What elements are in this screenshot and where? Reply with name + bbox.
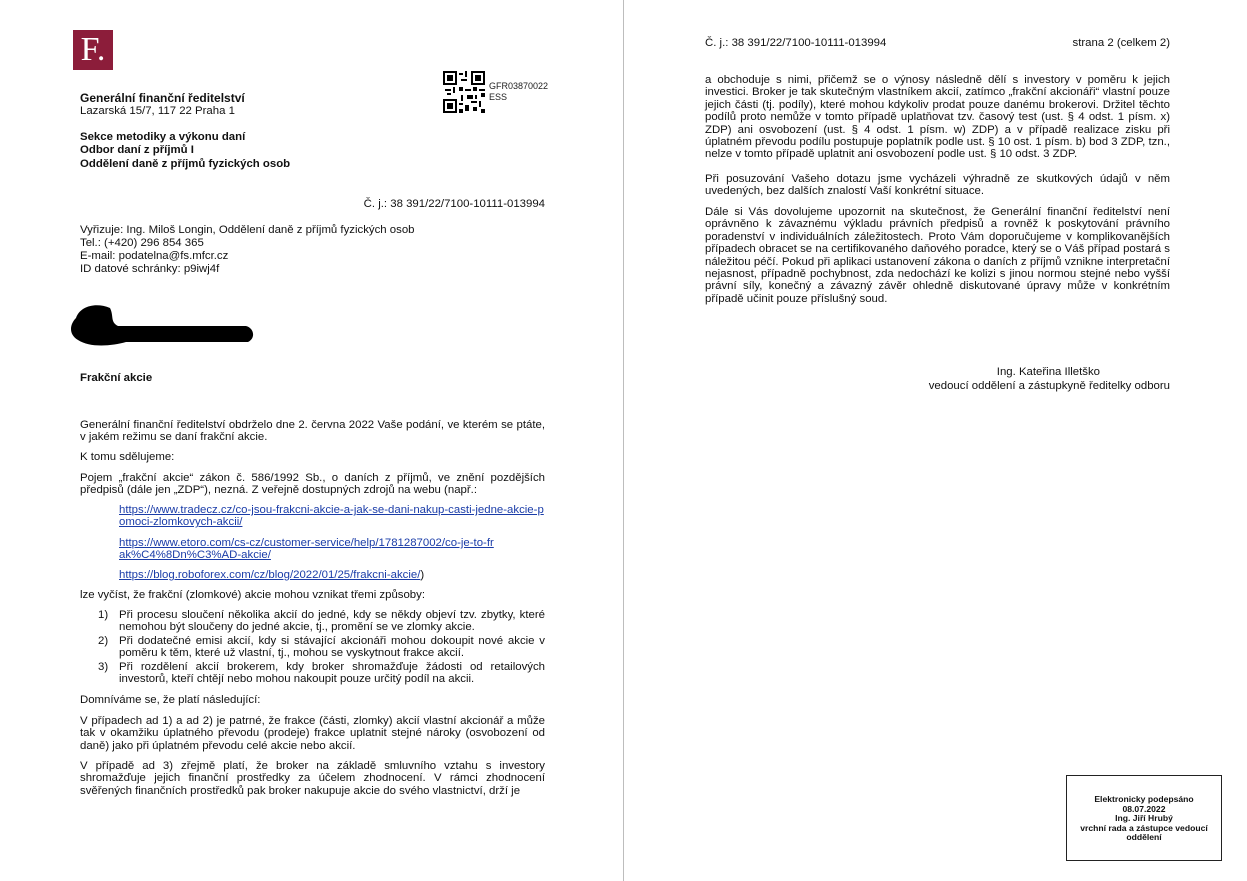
continuation-paragraph: a obchoduje s nimi, přičemž se o výnosy následně dělí s investory v poměru k jejich investici. Broker je tak skutečným vlastníkem akcií, zatímco „frakční akcionáři“ vlastní pouze jejich části (tj. podíly), které mohou kdykoliv prodat pouze danému brokerovi. Držitel těchto podílů proto nemůže v tomto případě uplatňovat tzv. časový test (ust. § 4 odst. 1 písm. x) ZDP) ani osvobození (ust. § 4 odst. 1 písm. w) ZDP) a v případě realizace zisku při úplatném převodu podílu postupuje poplatník podle ust. § 10 ost. 1 písm. b) bod 3 ZDP, tzn., nelze v tomto případě uplatnit ani osvobození podle ust. § 10 odst. 3 ZDP. <box>705 74 1170 161</box>
document-page-2 <box>625 0 1247 881</box>
department-office: Odbor daní z příjmů I <box>80 144 194 156</box>
signatory-name: Ing. Kateřina Illetško <box>996 366 1100 378</box>
link-tradecz[interactable]: https://www.tradecz.cz/co-jsou-frakcni-akcie-a-jak-se-dani-nakup-casti-jedne-akcie-pomoci-zlomkovych-akcii/ <box>119 504 544 529</box>
department-section: Sekce metodiky a výkonu daní <box>80 131 246 143</box>
contact-email: E-mail: podatelna@fs.mfcr.cz <box>80 250 229 262</box>
redaction-mark-icon <box>66 296 256 354</box>
qr-code-label: GFR03870022 ESS <box>489 81 549 102</box>
k-tomu-line: K tomu sdělujeme: <box>80 451 175 463</box>
stamp-line: Elektronicky podepsáno <box>1094 794 1194 804</box>
page-number-label: strana 2 (celkem 2) <box>1072 37 1170 49</box>
gfr-logo-icon: F. <box>73 30 113 70</box>
ways-intro: lze vyčíst, že frakční (zlomkové) akcie mohou vznikat třemi způsoby: <box>80 589 426 601</box>
sender-name: Generální finanční ředitelství <box>80 91 245 105</box>
list-number: 2) <box>98 635 109 647</box>
department-unit: Oddělení daně z příjmů fyzických osob <box>80 158 291 170</box>
link-roboforex[interactable]: https://blog.roboforex.com/cz/blog/2022/01/25/frakcni-akcie/ <box>119 569 421 581</box>
page-divider <box>623 0 624 881</box>
stamp-date: 08.07.2022 <box>1122 803 1166 814</box>
stamp-signer-title: vrchní rada a zástupce vedoucí oddělení <box>1080 822 1208 843</box>
list-item: Při procesu sloučení několika akcií do jedné, kdy se někdy objeví tzv. zbytky, které nemohou být sloučeny do jedné akcie, tj., promění se ve zlomky akcie. <box>119 609 545 634</box>
reference-number: Č. j.: 38 391/22/7100-10111-013994 <box>363 198 545 210</box>
list-item: Při rozdělení akcií brokerem, kdy broker shromažďuje žádosti od retailových investorů, kteří chtějí nebo mohou nakoupit pouze určitý podíl na akcii. <box>119 661 545 686</box>
document-page-1 <box>0 0 623 881</box>
contact-databox: ID datové schránky: p9iwj4f <box>80 263 220 275</box>
list-number: 1) <box>98 609 109 621</box>
intro-paragraph: Generální finanční ředitelství obdrželo dne 2. června 2022 Vaše podání, ve kterém se ptáte, v jakém režimu se daní frakční akcie. <box>80 419 545 444</box>
domnivame-line: Domníváme se, že platí následující: <box>80 694 261 706</box>
stamp-signer: Ing. Jiří Hrubý <box>1115 813 1173 824</box>
disclaimer-paragraph: Při posuzování Vašeho dotazu jsme vycházeli výhradně ze skutkových údajů v něm uvedených, bez dalších znalostí Vaší konkrétní situace. <box>705 173 1170 198</box>
electronic-signature-stamp <box>1066 775 1222 861</box>
reference-number-page2: Č. j.: 38 391/22/7100-10111-013994 <box>705 37 887 49</box>
signatory-title: vedoucí oddělení a zástupkyně ředitelky odboru <box>928 380 1170 392</box>
ad3-paragraph: V případě ad 3) zřejmě platí, že broker na základě smluvního vztahu s investory shromažďuje jejich finanční prostředky za účelem zhodnocení. V rámci zhodnocení svěřených finančních prostředků pak broker nakupuje akcie do svého vlastnictví, drží je <box>80 760 545 797</box>
list-number: 3) <box>98 661 109 673</box>
pojem-paragraph: Pojem „frakční akcie“ zákon č. 586/1992 Sb., o daních z příjmů, ve znění pozdějších předpisů (dále jen „ZDP“), nezná. Z veřejně dostupných zdrojů na webu (např.: <box>80 472 545 497</box>
list-item: Při dodatečné emisi akcií, kdy si stávající akcionáři mohou dokoupit nové akcie v poměru k těm, které už vlastní, tj., mohou se vyskytnout frakce akcií. <box>119 635 545 660</box>
ad12-paragraph: V případech ad 1) a ad 2) je patrné, že frakce (části, zlomky) akcií vlastní akcionář a může tak v okamžiku úplatného převodu (prodeje) frakce uplatnit stejné nároky (osvobození od daně) jako při úplatném převodu celé akcie nebo akcií. <box>80 715 545 752</box>
sender-address: Lazarská 15/7, 117 22 Praha 1 <box>80 105 235 117</box>
contact-phone: Tel.: (+420) 296 854 365 <box>80 237 204 249</box>
notice-paragraph: Dále si Vás dovolujeme upozornit na skutečnost, že Generální finanční ředitelství není oprávněno k závaznému výkladu právních předpisů a rovněž k poskytování právního poradenství v individuálních záležitostech. Proto Vám doporučujeme v komplikovanějších případech obracet se na certifikovaného daňového poradce, který se o Váš případ postará s náležitou péčí. Pokud při aplikaci ustanovení zákona o daních z příjmů vznikne interpretační nejasnost, případně pochybnost, zda nedochází ke kolizi s jinou normou stejné nebo vyšší právní síly, konečný a závazný závěr ohledně diskutované úpravy může v konkrétním případě učinit pouze příslušný soud. <box>705 206 1170 305</box>
link-etoro[interactable]: https://www.etoro.com/cs-cz/customer-service/help/1781287002/co-je-to-frak%C4%8Dn%C3%AD-akcie/ <box>119 537 494 562</box>
qr-code-icon <box>443 71 485 113</box>
subject-heading: Frakční akcie <box>80 372 153 384</box>
contact-handler: Vyřizuje: Ing. Miloš Longin, Oddělení daně z příjmů fyzických osob <box>80 224 415 236</box>
link-roboforex-line: https://blog.roboforex.com/cz/blog/2022/01/25/frakcni-akcie/) <box>119 569 425 581</box>
